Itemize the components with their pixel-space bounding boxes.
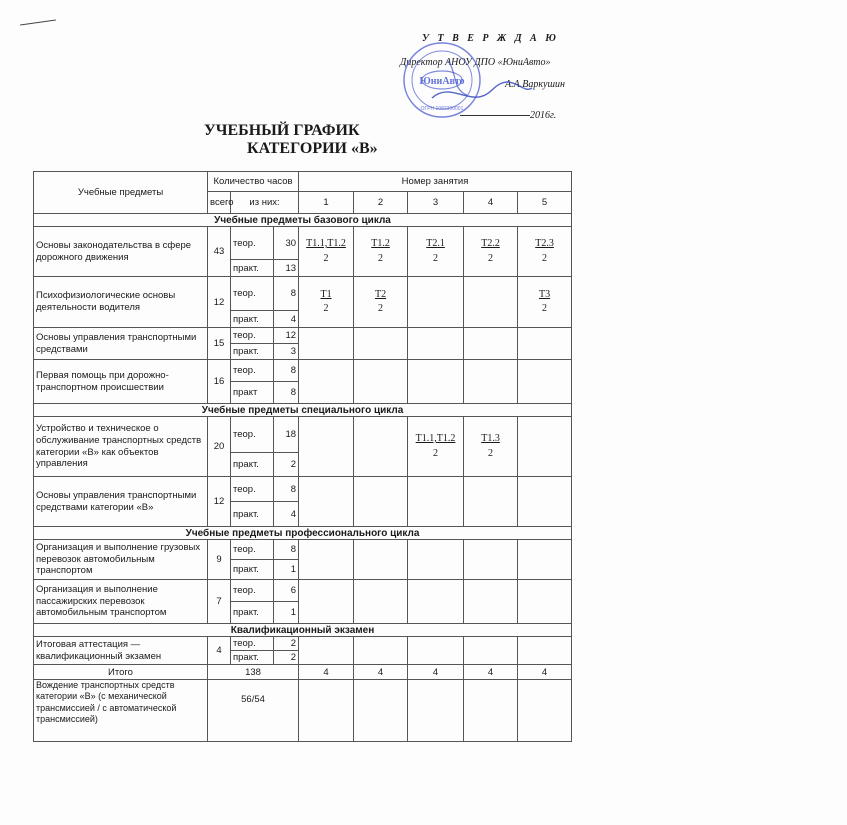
subject-total: 43 [208, 227, 231, 277]
subject-name: Устройство и техническое о обслуживание транспортных средств категории «В» как объектов управления [34, 417, 208, 477]
subject-name: Организация и выполнение пассажирских перевозок автомобильным транспортом [34, 580, 208, 624]
section-exam: Квалификационный экзамен [34, 624, 572, 637]
header-col-1: 1 [299, 192, 354, 214]
session-cell [299, 417, 354, 477]
theory-hours: 8 [274, 277, 299, 311]
practice-label: практ. [231, 260, 274, 277]
page-title: УЧЕБНЫЙ ГРАФИК [204, 122, 360, 139]
session-cell: Т2.2 2 [464, 227, 518, 277]
total-col-3: 4 [408, 665, 464, 680]
practice-hours: 2 [274, 453, 299, 477]
practice-label: практ. [231, 651, 274, 665]
subject-name: Первая помощь при дорожно-транспортном происшествии [34, 360, 208, 404]
total-col-4: 4 [464, 665, 518, 680]
theory-hours: 12 [274, 328, 299, 344]
subject-name: Итоговая аттестация — квалификационный экзамен [34, 637, 208, 665]
seal-ogrn: ОГРН 1082300001 [420, 106, 464, 112]
subject-name: Организация и выполнение грузовых перевозок автомобильным транспортом [34, 540, 208, 580]
theory-hours: 8 [274, 477, 299, 502]
subject-name: Основы управления транспортными средствами категории «В» [34, 477, 208, 527]
practice-hours: 4 [274, 311, 299, 328]
theory-label: теор. [231, 637, 274, 651]
theory-label: теор. [231, 277, 274, 311]
subject-name: Основы законодательства в сфере дорожного движения [34, 227, 208, 277]
header-subjects: Учебные предметы [34, 172, 208, 214]
header-of-which: из них: [231, 192, 299, 214]
subject-name: Психофизиологические основы деятельности водителя [34, 277, 208, 328]
practice-hours: 13 [274, 260, 299, 277]
subject-total: 4 [208, 637, 231, 665]
header-col-5: 5 [518, 192, 572, 214]
session-cell: Т3 2 [518, 277, 572, 328]
practice-hours: 8 [274, 382, 299, 404]
total-col-1: 4 [299, 665, 354, 680]
session-cell [354, 417, 408, 477]
section-professional: Учебные предметы профессионального цикла [34, 527, 572, 540]
session-cell: Т2.3 2 [518, 227, 572, 277]
theory-hours: 2 [274, 637, 299, 651]
practice-hours: 1 [274, 560, 299, 580]
practice-hours: 2 [274, 651, 299, 665]
practice-label: практ. [231, 453, 274, 477]
approval-title: У Т В Е Р Ж Д А Ю [422, 33, 559, 44]
practice-hours: 1 [274, 602, 299, 624]
theory-label: теор. [231, 227, 274, 260]
theory-label: теор. [231, 540, 274, 560]
session-cell: Т1.1,Т1.2 2 [408, 417, 464, 477]
section-special: Учебные предметы специального цикла [34, 404, 572, 417]
practice-label: практ. [231, 560, 274, 580]
subject-total: 7 [208, 580, 231, 624]
subject-total: 12 [208, 477, 231, 527]
practice-label: практ. [231, 502, 274, 527]
session-cell [464, 277, 518, 328]
practice-label: практ. [231, 602, 274, 624]
total-col-5: 4 [518, 665, 572, 680]
subject-total: 12 [208, 277, 231, 328]
header-col-2: 2 [354, 192, 408, 214]
seal-text: ЮниАвто [419, 76, 465, 87]
driving-name: Вождение транспортных средств категории «В» (с механической трансмиссией / с автоматической трансмиссией) [34, 680, 208, 742]
session-cell: Т2 2 [354, 277, 408, 328]
theory-hours: 8 [274, 360, 299, 382]
header-session-no: Номер занятия [299, 172, 572, 192]
theory-label: теор. [231, 477, 274, 502]
header-total: всего [208, 192, 231, 214]
header-hours: Количество часов [208, 172, 299, 192]
page-subtitle: КАТЕГОРИИ «В» [247, 140, 378, 157]
header-col-3: 3 [408, 192, 464, 214]
practice-label: практ [231, 382, 274, 404]
theory-hours: 6 [274, 580, 299, 602]
theory-hours: 8 [274, 540, 299, 560]
header-col-4: 4 [464, 192, 518, 214]
practice-label: практ. [231, 344, 274, 360]
theory-label: теор. [231, 328, 274, 344]
approval-year: 2016г. [530, 110, 557, 121]
total-hours: 138 [208, 665, 299, 680]
schedule-table [33, 171, 572, 742]
subject-total: 16 [208, 360, 231, 404]
theory-label: теор. [231, 417, 274, 453]
session-cell: Т1.3 2 [464, 417, 518, 477]
session-cell [408, 277, 464, 328]
theory-label: теор. [231, 580, 274, 602]
session-cell: Т1.2 2 [354, 227, 408, 277]
section-basic: Учебные предметы базового цикла [34, 214, 572, 227]
total-label: Итого [34, 665, 208, 680]
session-cell: Т2.1 2 [408, 227, 464, 277]
practice-label: практ. [231, 311, 274, 328]
subject-total: 20 [208, 417, 231, 477]
approval-director: Директор АНОУ ДПО «ЮниАвто» [400, 57, 551, 68]
theory-hours: 30 [274, 227, 299, 260]
theory-hours: 18 [274, 417, 299, 453]
driving-hours: 56/54 [208, 680, 299, 742]
total-col-2: 4 [354, 665, 408, 680]
subject-total: 9 [208, 540, 231, 580]
practice-hours: 4 [274, 502, 299, 527]
theory-label: теор. [231, 360, 274, 382]
seal-stamp [392, 40, 542, 130]
subject-name: Основы управления транспортными средствами [34, 328, 208, 360]
scan-mark [20, 19, 56, 25]
session-cell: Т1 2 [299, 277, 354, 328]
session-cell [518, 417, 572, 477]
approval-name: А.А.Варкушин [505, 79, 565, 90]
practice-hours: 3 [274, 344, 299, 360]
session-cell: Т1.1,Т1.2 2 [299, 227, 354, 277]
subject-total: 15 [208, 328, 231, 360]
